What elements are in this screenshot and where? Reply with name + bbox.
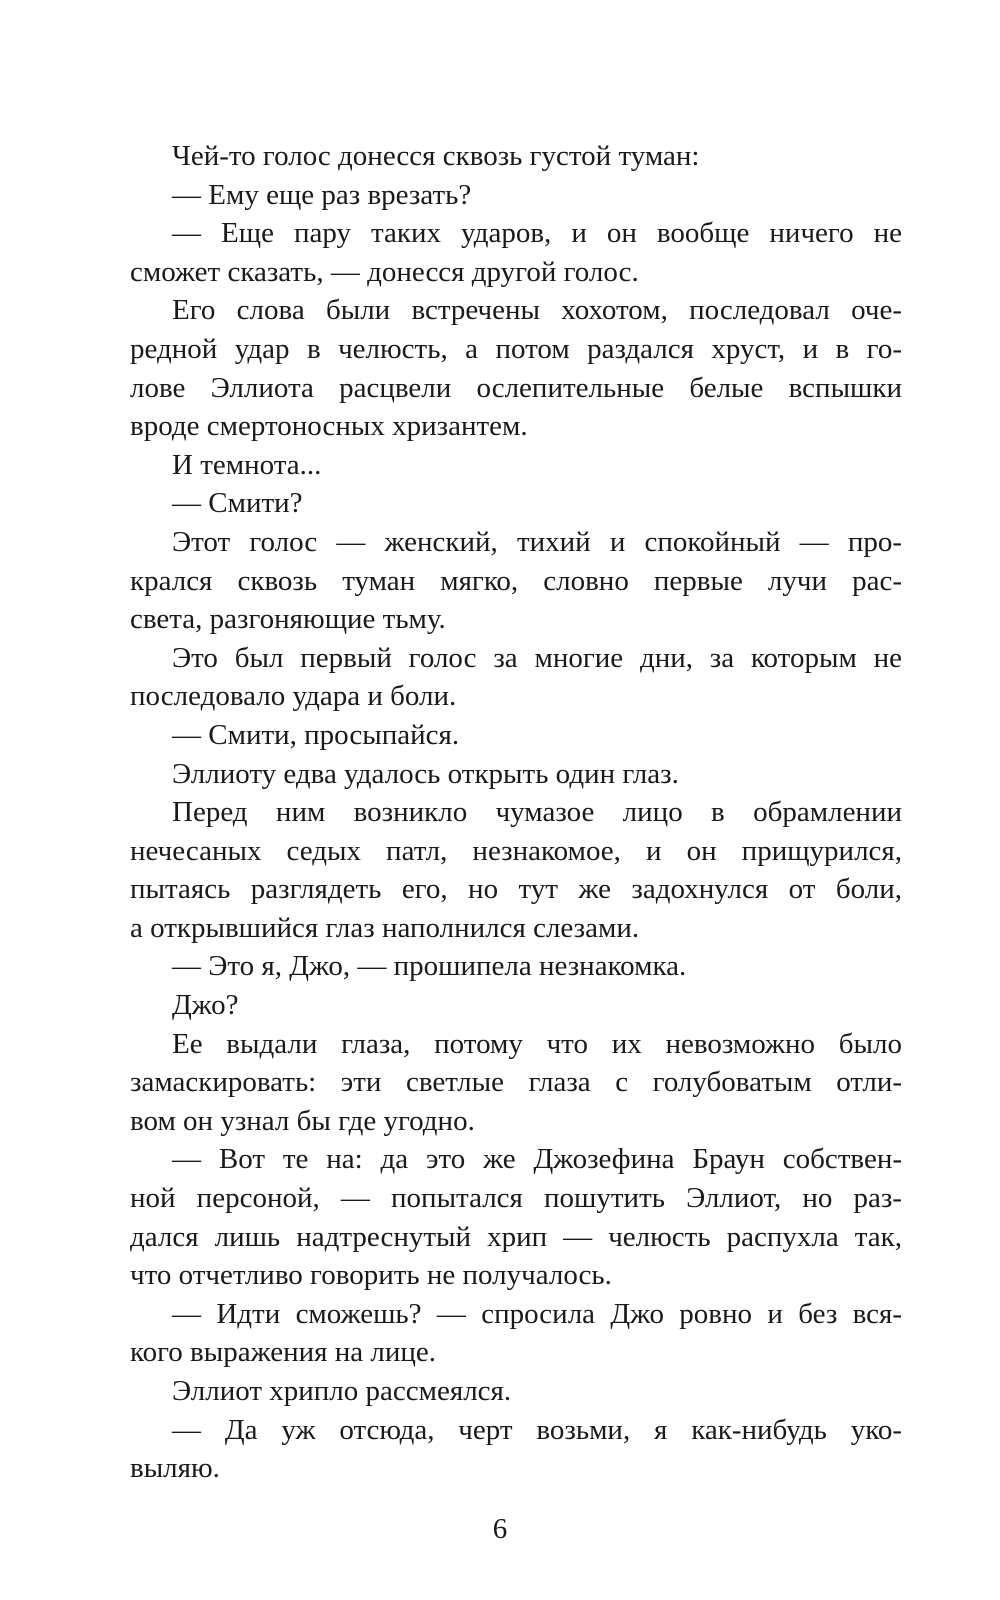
text-line: Этот голос — женский, тихий и спокойный — про- xyxy=(172,525,902,558)
text-line: последовало удара и боли. xyxy=(130,680,457,713)
text-line: Ее выдали глаза, потому что их невозможно было xyxy=(172,1027,902,1060)
text-line: — Идти сможешь? — спросила Джо ровно и без вся- xyxy=(172,1297,902,1330)
text-line: ной персоной, — попытался пошутить Эллиот, но раз- xyxy=(130,1182,902,1215)
text-line: редной удар в челюсть, а потом раздался хруст, и в го- xyxy=(130,332,902,365)
text-line: Джо? xyxy=(172,989,239,1022)
text-line: дался лишь надтреснутый хрип — челюсть распухла так, xyxy=(130,1220,902,1253)
text-line: нечесаных седых патл, незнакомое, и он прищурился, xyxy=(130,834,902,867)
text-line: — Смити, просыпайся. xyxy=(172,718,460,751)
text-line: И темнота... xyxy=(172,448,322,481)
text-line: крался сквозь туман мягко, словно первые лучи рас- xyxy=(130,564,902,597)
text-line: Чей-то голос донесся сквозь густой туман: xyxy=(172,140,700,172)
text-line: Это был первый голос за многие дни, за которым не xyxy=(172,641,902,674)
text-line: — Да уж отсюда, черт возьми, я как-нибудь уко- xyxy=(172,1413,902,1446)
text-line: — Смити? xyxy=(172,487,303,520)
text-line: сможет сказать, — донесся другой голос. xyxy=(130,255,639,288)
text-line: а открывшийся глаз наполнился слезами. xyxy=(130,911,640,944)
text-line: пытаясь разглядеть его, но тут же задохнулся от боли, xyxy=(130,873,902,906)
text-line: выляю. xyxy=(130,1452,220,1485)
body-text xyxy=(130,137,902,1488)
text-line: — Это я, Джо, — прошипела незнакомка. xyxy=(172,950,687,983)
text-line: вом он узнал бы где угодно. xyxy=(130,1104,475,1137)
text-line: Эллиот хрипло рассмеялся. xyxy=(172,1375,512,1407)
page-number: 6 xyxy=(492,1513,508,1545)
text-line: лове Эллиота расцвели ослепительные белые вспышки xyxy=(130,371,902,404)
text-line: света, разгоняющие тьму. xyxy=(130,603,446,636)
text-line: Эллиоту едва удалось открыть один глаз. xyxy=(172,757,679,790)
text-line: вроде смертоносных хризантем. xyxy=(130,410,528,443)
text-line: Его слова были встречены хохотом, последовал оче- xyxy=(172,294,902,327)
text-line: — Вот те на: да это же Джозефина Браун собствен- xyxy=(172,1143,902,1176)
text-line: замаскировать: эти светлые глаза с голубоватым отли- xyxy=(130,1066,902,1099)
text-line: что отчетливо говорить не получалось. xyxy=(130,1259,612,1292)
text-line: — Ему еще раз врезать? xyxy=(172,178,472,211)
text-line: — Еще пару таких ударов, и он вообще ничего не xyxy=(172,217,902,250)
text-line: Перед ним возникло чумазое лицо в обрамлении xyxy=(172,796,902,829)
text-line: кого выражения на лице. xyxy=(130,1336,437,1369)
